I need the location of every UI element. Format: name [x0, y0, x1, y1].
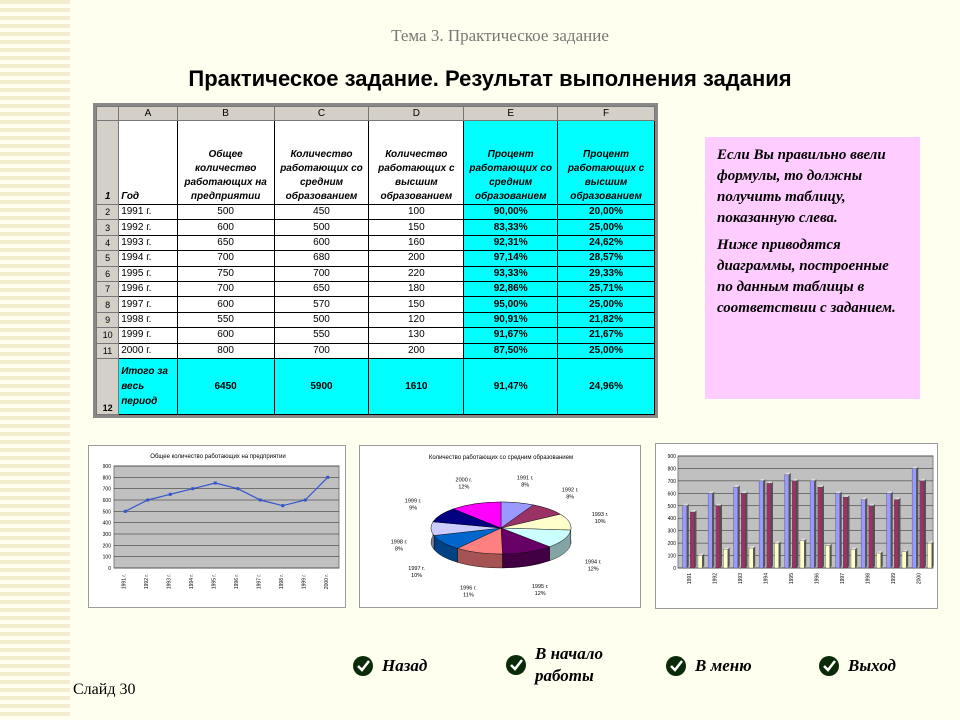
header-mid[interactable]: Количество работающих со средним образованием: [274, 121, 369, 205]
y-tick-label: 400: [102, 520, 111, 527]
x-tick-label: 1998: [865, 573, 872, 585]
slide-title: Практическое задание. Результат выполнения задания: [188, 66, 792, 91]
cell-pmid[interactable]: 91,67%: [464, 328, 558, 343]
cell-pmid[interactable]: 87,50%: [464, 343, 558, 358]
cell-phigh[interactable]: 25,00%: [558, 220, 655, 235]
header-high[interactable]: Количество работающих с высшим образованием: [369, 121, 464, 205]
decorative-stripes: [0, 0, 70, 720]
data-point: [191, 487, 194, 490]
bar: [698, 556, 702, 568]
bar: [851, 549, 855, 568]
y-tick-label: 100: [667, 553, 676, 560]
bar: [774, 543, 778, 568]
bar: [869, 506, 873, 568]
cell-year[interactable]: 2000 г.: [119, 343, 178, 358]
check-bullet-icon: [352, 655, 374, 677]
y-tick-label: 200: [102, 543, 111, 550]
slice-label: 1999 г.: [404, 498, 422, 505]
slice-percent-label: 8%: [566, 494, 575, 501]
bar-side: [796, 479, 798, 568]
bar-side: [720, 504, 722, 568]
cell-pmid[interactable]: 97,14%: [464, 251, 558, 266]
cell-total[interactable]: 800: [177, 343, 274, 358]
bar: [785, 475, 789, 568]
row-number[interactable]: 8: [97, 297, 119, 312]
bar: [810, 481, 814, 568]
cell-high[interactable]: 150: [369, 297, 464, 312]
pie-chart-mid[interactable]: [359, 445, 641, 608]
bar-side: [855, 547, 857, 568]
row-number[interactable]: 4: [97, 235, 119, 250]
data-point: [146, 499, 149, 502]
start-label-line2: работы: [535, 666, 594, 685]
x-tick-label: 1995 г.: [211, 574, 218, 590]
chart-title: Общее количество работающих на предприятии: [150, 454, 286, 460]
cell-high[interactable]: 220: [369, 266, 464, 281]
bar-side: [702, 554, 704, 568]
bar: [734, 487, 738, 568]
column-header-b[interactable]: B: [177, 107, 274, 121]
cell-mid[interactable]: 570: [274, 297, 369, 312]
x-tick-label: 1992: [712, 573, 719, 585]
slice-label: 1994 г.: [584, 559, 602, 566]
y-tick-label: 100: [102, 554, 111, 561]
bar-chart-svg: [656, 444, 939, 610]
slice-percent-label: 12%: [534, 591, 546, 598]
y-tick-label: 500: [667, 503, 676, 510]
bar: [759, 481, 763, 568]
bar-side: [687, 504, 689, 568]
column-header-row: [97, 107, 655, 121]
slice-percent-label: 9%: [409, 505, 418, 512]
result-table: [96, 106, 655, 415]
bar-side: [712, 491, 714, 568]
cell-pmid[interactable]: 90,00%: [464, 205, 558, 220]
column-header-c[interactable]: C: [274, 107, 369, 121]
table-row: [97, 281, 655, 296]
pie-chart-svg: [360, 446, 642, 609]
bar-side: [694, 510, 696, 568]
bar: [894, 500, 898, 568]
bar: [876, 553, 880, 568]
column-header-a[interactable]: A: [119, 107, 178, 121]
cell-mid[interactable]: 600: [274, 235, 369, 250]
total-n[interactable]: 12: [97, 359, 119, 415]
cell-high[interactable]: 120: [369, 312, 464, 327]
table-row: [97, 220, 655, 235]
cell-phigh[interactable]: 21,82%: [558, 312, 655, 327]
data-point: [124, 510, 127, 513]
bar-side: [814, 479, 816, 568]
x-tick-label: 1993: [737, 573, 744, 585]
data-point: [281, 504, 284, 507]
bar: [749, 548, 753, 568]
row-number[interactable]: 2: [97, 205, 119, 220]
x-tick-label: 1998 г.: [278, 574, 285, 590]
cell-phigh[interactable]: 29,33%: [558, 266, 655, 281]
bar-side: [830, 544, 832, 568]
row-number[interactable]: 1: [97, 121, 119, 205]
cell-mid[interactable]: 700: [274, 343, 369, 358]
bar-side: [804, 539, 806, 568]
table-row: [97, 343, 655, 358]
y-tick-label: 400: [667, 516, 676, 523]
y-tick-label: 300: [667, 528, 676, 535]
x-tick-label: 1992 г.: [143, 574, 150, 590]
x-tick-label: 1993 г.: [166, 574, 173, 590]
cell-pmid[interactable]: 83,33%: [464, 220, 558, 235]
bar-side: [873, 504, 875, 568]
cell-high[interactable]: 150: [369, 220, 464, 235]
x-tick-label: 1994: [763, 573, 770, 585]
note-paragraph-1: Если Вы правильно ввели формулы, то должны получить таблицу, показанную слева.: [717, 147, 886, 226]
x-tick-label: 1996: [814, 573, 821, 585]
total-pmid[interactable]: 91,47%: [464, 359, 558, 415]
cell-total[interactable]: 600: [177, 297, 274, 312]
bar: [716, 506, 720, 568]
header-total[interactable]: Общее количество работающих на предприятии: [177, 121, 274, 205]
bar: [927, 543, 931, 568]
row-number[interactable]: 11: [97, 343, 119, 358]
cell-total[interactable]: 750: [177, 266, 274, 281]
bar-side: [865, 498, 867, 568]
cell-total[interactable]: 700: [177, 251, 274, 266]
x-tick-label: 1997: [839, 573, 846, 585]
x-tick-label: 1991 г.: [121, 574, 128, 590]
y-tick-label: 700: [102, 486, 111, 493]
back-label: Назад: [382, 656, 428, 675]
bar: [843, 497, 847, 568]
bar-side: [763, 479, 765, 568]
bar-side: [822, 485, 824, 568]
bar-side: [898, 498, 900, 568]
bar-side: [932, 541, 934, 568]
y-tick-label: 200: [667, 541, 676, 548]
slice-label: 1993 г.: [591, 512, 609, 519]
row-number[interactable]: 9: [97, 312, 119, 327]
bar: [800, 541, 804, 568]
cell-year[interactable]: 1993 г.: [119, 235, 178, 250]
y-tick-label: 0: [673, 566, 676, 572]
y-tick-label: 300: [102, 532, 111, 538]
table-row: [97, 266, 655, 281]
cell-mid[interactable]: 500: [274, 220, 369, 235]
bar-side: [891, 491, 893, 568]
slice-percent-label: 10%: [594, 519, 606, 526]
data-point: [236, 487, 239, 490]
cell-high[interactable]: 200: [369, 343, 464, 358]
cell-year[interactable]: 1991 г.: [119, 205, 178, 220]
x-tick-label: 1999: [890, 573, 897, 585]
bar-side: [728, 547, 730, 568]
bar: [683, 506, 687, 568]
bar-side: [789, 473, 791, 568]
cell-phigh[interactable]: 25,00%: [558, 343, 655, 358]
cell-high[interactable]: 160: [369, 235, 464, 250]
cell-mid[interactable]: 680: [274, 251, 369, 266]
cell-pmid[interactable]: 92,86%: [464, 281, 558, 296]
bar-side: [916, 466, 918, 568]
cell-phigh[interactable]: 20,00%: [558, 205, 655, 220]
bar-side: [847, 495, 849, 568]
slice-label: 1996 г.: [460, 585, 477, 592]
cell-year[interactable]: 1997 г.: [119, 297, 178, 312]
table-row: [97, 251, 655, 266]
spreadsheet: [93, 103, 658, 418]
bar-side: [924, 479, 926, 568]
table-row: [97, 297, 655, 312]
cell-year[interactable]: 1994 г.: [119, 251, 178, 266]
bar: [825, 546, 829, 568]
line-chart-svg: [89, 446, 347, 609]
cell-mid[interactable]: 700: [274, 266, 369, 281]
bar: [792, 481, 796, 568]
data-point: [259, 499, 262, 502]
check-bullet-icon: [818, 655, 840, 677]
total-label[interactable]: Итого за весь период: [119, 359, 178, 415]
bar-chart-all[interactable]: [655, 443, 938, 609]
back-button[interactable]: [352, 655, 427, 677]
row-number[interactable]: 6: [97, 266, 119, 281]
cell-phigh[interactable]: 24,62%: [558, 235, 655, 250]
row-number[interactable]: 10: [97, 328, 119, 343]
cell-mid[interactable]: 500: [274, 312, 369, 327]
check-bullet-icon: [665, 655, 687, 677]
bar-side: [771, 481, 773, 568]
slice-percent-label: 12%: [587, 566, 599, 573]
table-row: [97, 235, 655, 250]
cell-year[interactable]: 1995 г.: [119, 266, 178, 281]
bar: [818, 487, 822, 568]
data-point: [214, 482, 217, 485]
bar: [912, 468, 916, 568]
table-row: [97, 205, 655, 220]
note-paragraph-2: Ниже приводятся диаграммы, построенные по данным таблицы в соответствии с заданием.: [717, 237, 896, 316]
table-header-row: [97, 121, 655, 205]
start-label: [535, 643, 603, 687]
cell-total[interactable]: 650: [177, 235, 274, 250]
data-point: [304, 499, 307, 502]
x-tick-label: 1996 г.: [233, 574, 240, 590]
bar-side: [881, 551, 883, 568]
slide-topic: Тема 3. Практическое задание: [391, 26, 609, 45]
bar: [767, 483, 771, 568]
slice-label: 1991 г.: [516, 475, 534, 482]
y-tick-label: 900: [102, 464, 111, 470]
cell-mid[interactable]: 450: [274, 205, 369, 220]
menu-label: В меню: [695, 656, 752, 675]
y-tick-label: 600: [102, 498, 111, 504]
total-high[interactable]: 1610: [369, 359, 464, 415]
cell-total[interactable]: 700: [177, 281, 274, 296]
cell-high[interactable]: 200: [369, 251, 464, 266]
header-year[interactable]: Год: [119, 121, 178, 205]
slice-label: 1997 г.: [408, 566, 425, 573]
y-tick-label: 700: [667, 478, 676, 485]
y-tick-label: 800: [667, 466, 676, 473]
slice-label: 1995 г.: [531, 584, 549, 591]
bar: [723, 549, 727, 568]
slice-percent-label: 8%: [521, 482, 530, 489]
table-row: [97, 312, 655, 327]
slice-percent-label: 11%: [463, 592, 474, 599]
cell-phigh[interactable]: 21,67%: [558, 328, 655, 343]
cell-phigh[interactable]: 28,57%: [558, 251, 655, 266]
data-point: [326, 476, 329, 479]
slice-percent-label: 10%: [411, 573, 423, 580]
x-tick-label: 1995: [788, 573, 795, 585]
y-tick-label: 0: [108, 566, 111, 572]
cell-pmid[interactable]: 92,31%: [464, 235, 558, 250]
bar-side: [779, 541, 781, 568]
total-row: [97, 359, 655, 415]
y-tick-label: 900: [667, 454, 676, 460]
total-mid[interactable]: 5900: [274, 359, 369, 415]
chart-title: Количество работающих со средним образованием: [428, 455, 574, 461]
menu-button[interactable]: [665, 655, 752, 677]
cell-year[interactable]: 1998 г.: [119, 312, 178, 327]
corner-cell[interactable]: [97, 107, 119, 121]
cell-year[interactable]: 1999 г.: [119, 328, 178, 343]
cell-mid[interactable]: 650: [274, 281, 369, 296]
x-tick-label: 1997 г.: [256, 574, 263, 590]
slice-percent-label: 8%: [395, 546, 404, 553]
cell-high[interactable]: 180: [369, 281, 464, 296]
cell-total[interactable]: 550: [177, 312, 274, 327]
bar: [690, 512, 694, 568]
line-chart-total[interactable]: [88, 445, 346, 608]
exit-button[interactable]: [818, 655, 896, 677]
bar-side: [840, 491, 842, 568]
y-tick-label: 800: [102, 475, 111, 482]
cell-high[interactable]: 100: [369, 205, 464, 220]
start-label-line1: В начало: [535, 644, 603, 663]
cell-high[interactable]: 130: [369, 328, 464, 343]
plot-area: [114, 466, 339, 568]
bar: [708, 493, 712, 568]
y-tick-label: 600: [667, 491, 676, 498]
cell-pmid[interactable]: 95,00%: [464, 297, 558, 312]
bar-side: [745, 491, 747, 568]
cell-year[interactable]: 1996 г.: [119, 281, 178, 296]
slice-label: 1992 г.: [561, 487, 579, 494]
slice-label: 1998 г.: [390, 539, 408, 546]
row-number[interactable]: 7: [97, 281, 119, 296]
x-tick-label: 2000: [916, 573, 923, 585]
cell-total[interactable]: 500: [177, 205, 274, 220]
bar: [920, 481, 924, 568]
cell-total[interactable]: 600: [177, 328, 274, 343]
header-pmid[interactable]: Процент работающих со средним образованием: [464, 121, 558, 205]
start-button[interactable]: [505, 643, 603, 687]
bar: [887, 493, 891, 568]
bar-side: [906, 550, 908, 568]
instruction-note: [705, 137, 920, 399]
bar: [836, 493, 840, 568]
bar: [902, 552, 906, 568]
check-bullet-icon: [505, 654, 527, 676]
cell-phigh[interactable]: 25,71%: [558, 281, 655, 296]
y-tick-label: 500: [102, 509, 111, 516]
total-phigh[interactable]: 24,96%: [558, 359, 655, 415]
row-number[interactable]: 5: [97, 251, 119, 266]
data-point: [169, 493, 172, 496]
bar: [861, 500, 865, 568]
x-tick-label: 1994 г.: [188, 574, 195, 590]
slide-number: Слайд 30: [73, 681, 136, 698]
column-header-d[interactable]: D: [369, 107, 464, 121]
cell-mid[interactable]: 550: [274, 328, 369, 343]
total-total[interactable]: 6450: [177, 359, 274, 415]
header-phigh[interactable]: Процент работающих с высшим образованием: [558, 121, 655, 205]
slice-percent-label: 12%: [458, 484, 470, 491]
column-header-e[interactable]: E: [464, 107, 558, 121]
x-tick-label: 1999 г.: [301, 574, 308, 590]
cell-pmid[interactable]: 90,91%: [464, 312, 558, 327]
exit-label: Выход: [848, 656, 896, 675]
slice-label: 2000 г.: [455, 477, 473, 484]
bar-side: [753, 546, 755, 568]
cell-total[interactable]: 600: [177, 220, 274, 235]
column-header-f[interactable]: F: [558, 107, 655, 121]
cell-year[interactable]: 1992 г.: [119, 220, 178, 235]
bar-side: [738, 485, 740, 568]
cell-phigh[interactable]: 25,00%: [558, 297, 655, 312]
table-row: [97, 328, 655, 343]
bar: [741, 493, 745, 568]
row-number[interactable]: 3: [97, 220, 119, 235]
x-tick-label: 1991: [686, 573, 693, 585]
cell-pmid[interactable]: 93,33%: [464, 266, 558, 281]
x-tick-label: 2000 г.: [323, 574, 330, 590]
